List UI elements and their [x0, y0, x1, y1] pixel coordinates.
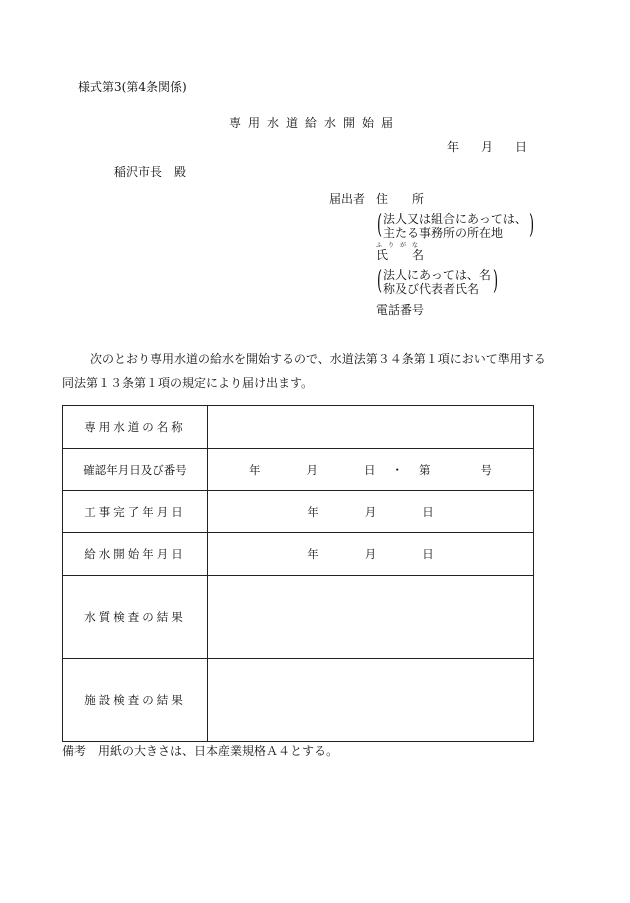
name-value[interactable]	[208, 406, 534, 449]
row-label-water-quality: 水質検査の結果	[63, 576, 208, 659]
table-row	[63, 491, 534, 533]
table-row	[63, 406, 534, 449]
confirmation-value[interactable]	[208, 449, 534, 491]
form-number: 様式第3(第4条関係)	[78, 80, 187, 94]
water-quality-value[interactable]	[208, 576, 534, 659]
date-day: 日	[515, 140, 528, 154]
body-line-2: 同法第１３条第１項の規定により届け出ます。	[62, 376, 314, 390]
body-line-1: 次のとおり専用水道の給水を開始するので、水道法第３４条第１項において準用する	[90, 352, 546, 366]
month-unit: 月	[364, 547, 377, 561]
row-label-facility: 施設検査の結果	[63, 659, 208, 742]
name-note: ( 法人にあっては、名 称及び代表者氏名 )	[377, 266, 499, 296]
row-label-start: 給水開始年月日	[63, 533, 208, 576]
address-note-line-2: 主たる事務所の所在地	[383, 226, 504, 240]
details-table	[62, 405, 534, 742]
day-unit: 日	[422, 547, 434, 561]
row-label-name: 専用水道の名称	[63, 406, 208, 449]
table-row	[63, 659, 534, 742]
address-note: ( 法人又は組合にあっては、 主たる事務所の所在地 )	[377, 210, 535, 240]
name-note-line-2: 称及び代表者氏名	[383, 282, 480, 296]
day-unit: 日	[422, 504, 434, 519]
table-row	[63, 533, 534, 576]
number-suffix: 号	[480, 462, 492, 477]
form-title: 専用水道給水開始届	[229, 116, 401, 130]
year-unit: 年	[307, 547, 319, 561]
addressee: 稲沢市長 殿	[114, 165, 187, 179]
date-month: 月	[481, 140, 494, 154]
month-unit: 月	[364, 504, 377, 519]
row-label-completion: 工事完了年月日	[63, 491, 208, 533]
phone-label: 電話番号	[376, 303, 425, 317]
address-note-line-1: 法人又は組合にあっては、	[383, 212, 527, 226]
number-prefix: 第	[419, 462, 431, 477]
table-row	[63, 449, 534, 491]
completion-value[interactable]	[208, 491, 534, 533]
day-unit: 日	[364, 462, 376, 477]
month-unit: 月	[306, 462, 318, 477]
facility-value[interactable]	[208, 659, 534, 742]
applicant-label: 届出者	[329, 192, 366, 206]
year-unit: 年	[307, 504, 319, 519]
name-label: 氏 名	[376, 248, 425, 262]
note: 備考 用紙の大きさは、日本産業規格Ａ４とする。	[62, 744, 339, 758]
start-value[interactable]	[208, 533, 534, 576]
separator: ・	[391, 462, 403, 477]
year-unit: 年	[249, 462, 261, 477]
furigana: ふりがな	[376, 242, 425, 249]
table-row	[63, 576, 534, 659]
row-label-confirmation: 確認年月日及び番号	[63, 449, 208, 491]
date-year: 年	[447, 140, 460, 154]
name-note-line-1: 法人にあっては、名	[383, 268, 491, 282]
address-label: 住 所	[376, 192, 425, 206]
